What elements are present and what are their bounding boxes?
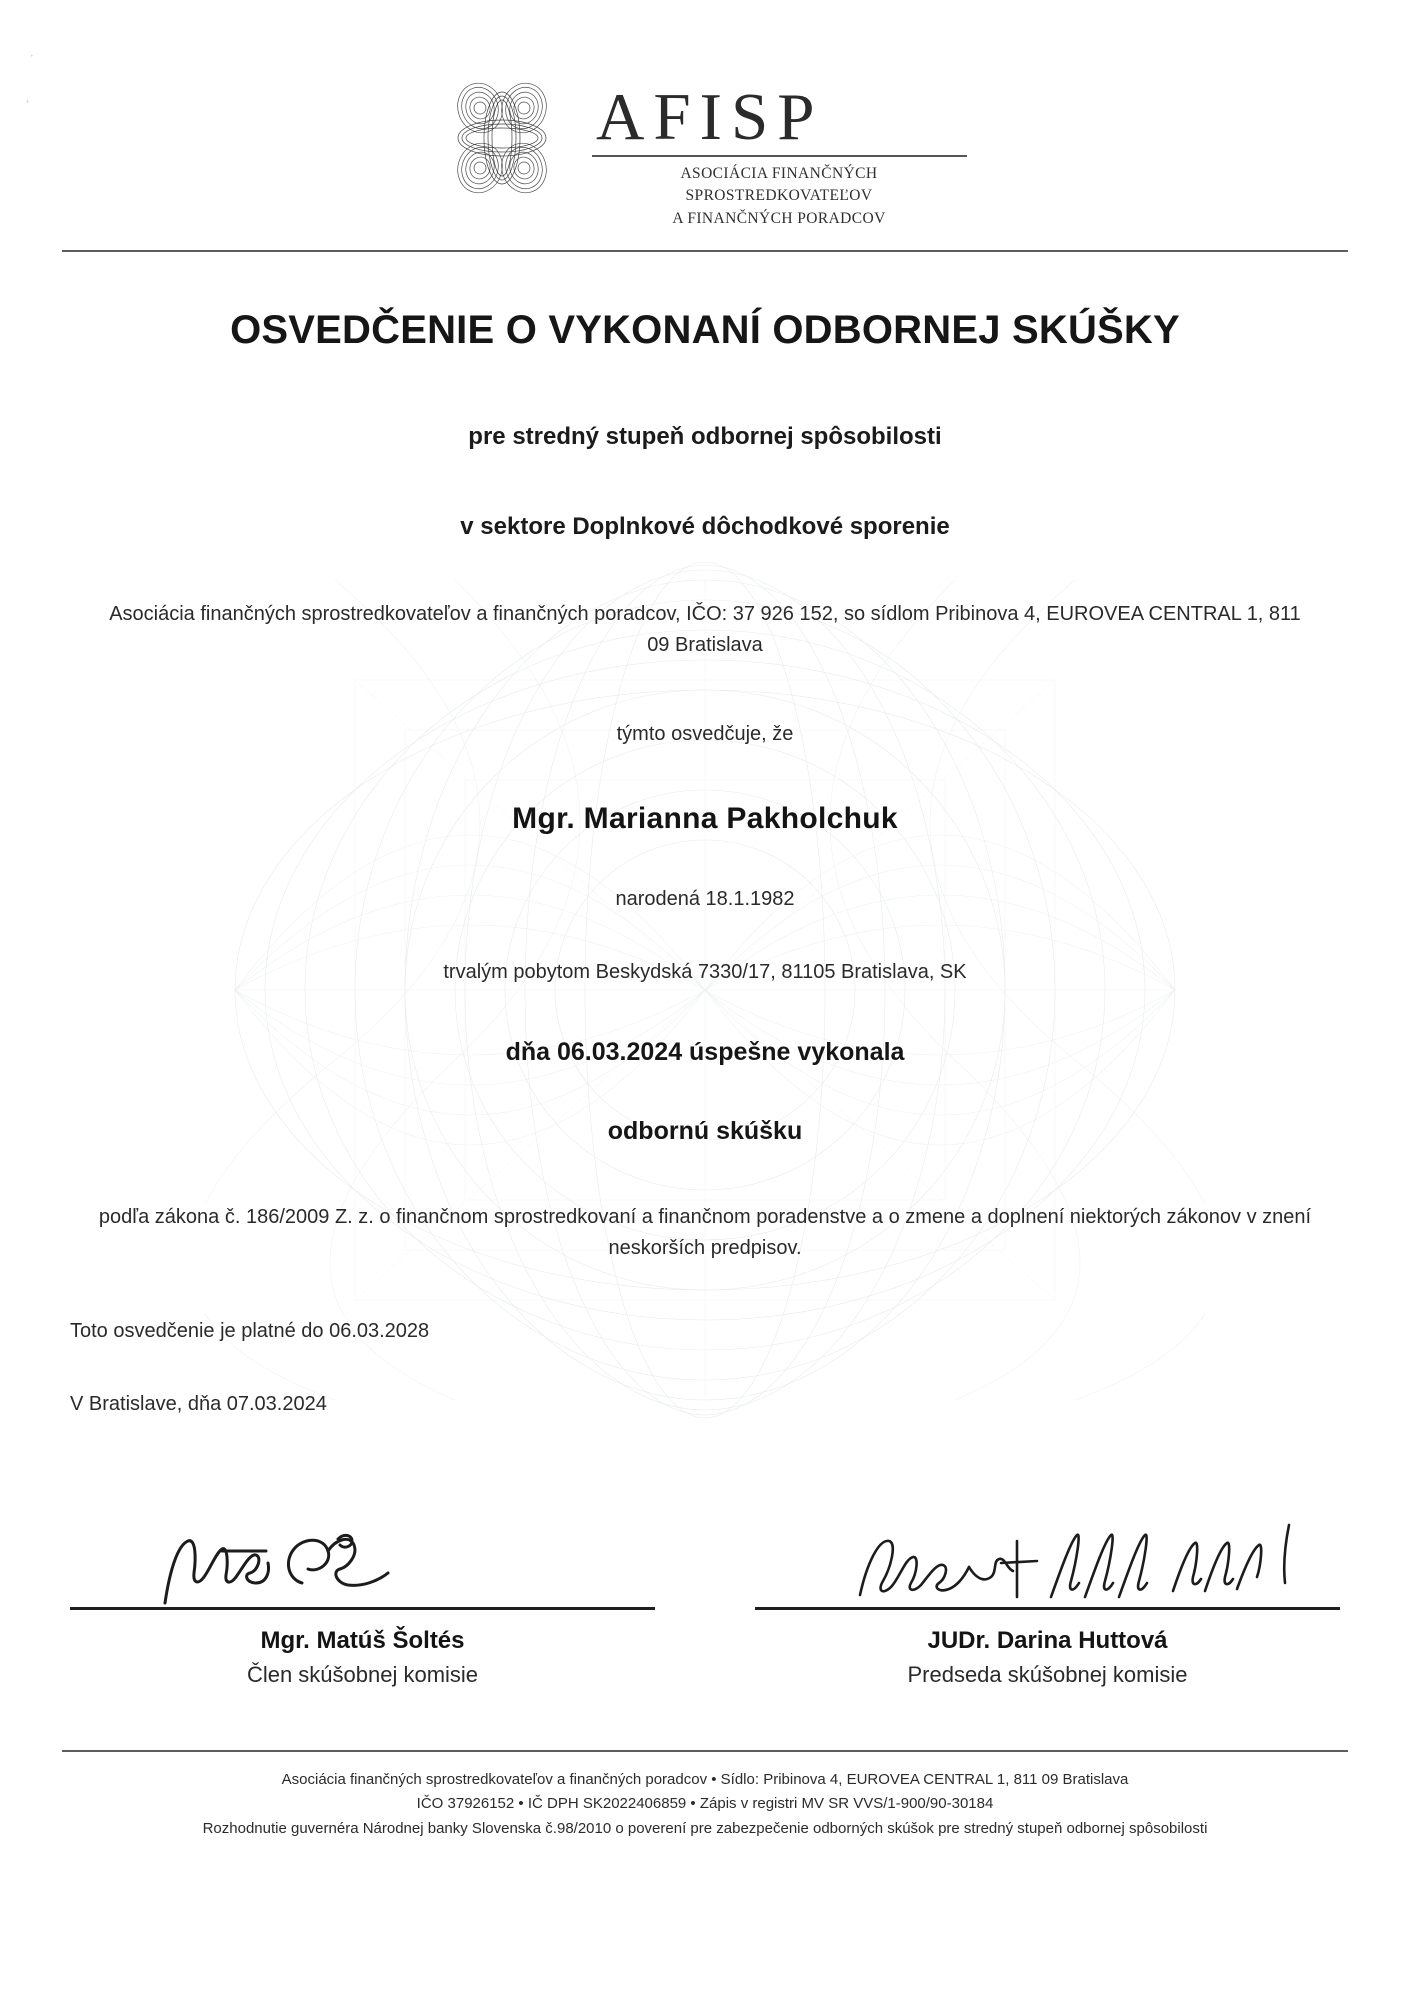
exam-kind: odbornú skúšku [607, 1117, 803, 1146]
afisp-logo-icon [442, 74, 562, 202]
signatory-role: Predseda skúšobnej komisie [907, 1662, 1188, 1688]
signature-ink-area [70, 1512, 655, 1607]
law-reference-paragraph: podľa zákona č. 186/2009 Z. z. o finančnom sprostredkovaní a finančnom poradenstve a o zmene a doplnení niektorých zákonov v znení neskorších predpisov. [98, 1206, 1312, 1260]
exam-date-line: dňa 06.03.2024 úspešne vykonala [505, 1038, 905, 1067]
wordmark-divider [592, 155, 967, 157]
holder-name: Mgr. Marianna Pakholchuk [512, 802, 898, 836]
footer-line-1: Asociácia finančných sprostredkovateľov a finančných poradcov • Sídlo: Pribinova 4, EUROVEA CENTRAL 1, 811 09 Bratislava [281, 1771, 1129, 1789]
validity-statement: Toto osvedčenie je platné do 06.03.2028 [70, 1320, 430, 1343]
certificate-level: pre stredný stupeň odbornej spôsobilosti [468, 423, 942, 451]
scan-artifact-mark: ʻ [23, 95, 31, 112]
signatory-name: JUDr. Darina Huttová [927, 1627, 1168, 1655]
signatory-name: Mgr. Matúš Šoltés [260, 1627, 465, 1655]
certificate-body [0, 308, 1410, 1264]
validity-block [0, 1320, 1410, 1416]
footer-line-2: IČO 37926152 • IČ DPH SK2022406859 • Zápis v registri MV SR VVS/1-900/90-30184 [416, 1795, 994, 1813]
signature-chair [755, 1512, 1340, 1688]
signatory-role: Člen skúšobnej komisie [246, 1662, 479, 1688]
scan-artifact-mark: · [30, 48, 34, 63]
wordmark-subtitle-line-1: ASOCIÁCIA FINANČNÝCH SPROSTREDKOVATEĽOV [680, 164, 878, 205]
handwritten-signature-icon [70, 1511, 655, 1611]
signature-ink-area [755, 1512, 1340, 1607]
page-title: OSVEDČENIE O VYKONANÍ ODBORNEJ SKÚŠKY [230, 308, 1180, 353]
holder-birth-date: narodená 18.1.1982 [615, 888, 795, 911]
wordmark-subtitle [590, 163, 968, 230]
wordmark-afisp: AFISP [596, 80, 824, 154]
signature-member [70, 1512, 655, 1688]
letterhead [0, 0, 1410, 230]
header-divider [62, 250, 1348, 252]
certificate-sector: v sektore Doplnkové dôchodkové sporenie [460, 513, 950, 541]
wordmark-subtitle-line-2: A FINANČNÝCH PORADCOV [672, 209, 886, 227]
footer [0, 1752, 1410, 1841]
place-and-date: V Bratislave, dňa 07.03.2024 [70, 1393, 327, 1416]
wordmark-block [590, 74, 968, 230]
holder-address: trvalým pobytom Beskydská 7330/17, 81105 Bratislava, SK [443, 961, 967, 984]
issuer-paragraph: Asociácia finančných sprostredkovateľov a finančných poradcov, IČO: 37 926 152, so sídlom Pribinova 4, EUROVEA CENTRAL 1, 811 09 Bratislava [109, 603, 1301, 657]
handwritten-signature-icon [755, 1511, 1340, 1611]
footer-line-3: Rozhodnutie guvernéra Národnej banky Slovenska č.98/2010 o poverení pre zabezpečenie odborných skúšok pre stredný stupeň odbornej spôsobilosti [202, 1819, 1208, 1837]
signature-block [0, 1512, 1410, 1688]
attest-phrase: týmto osvedčuje, že [616, 723, 794, 746]
